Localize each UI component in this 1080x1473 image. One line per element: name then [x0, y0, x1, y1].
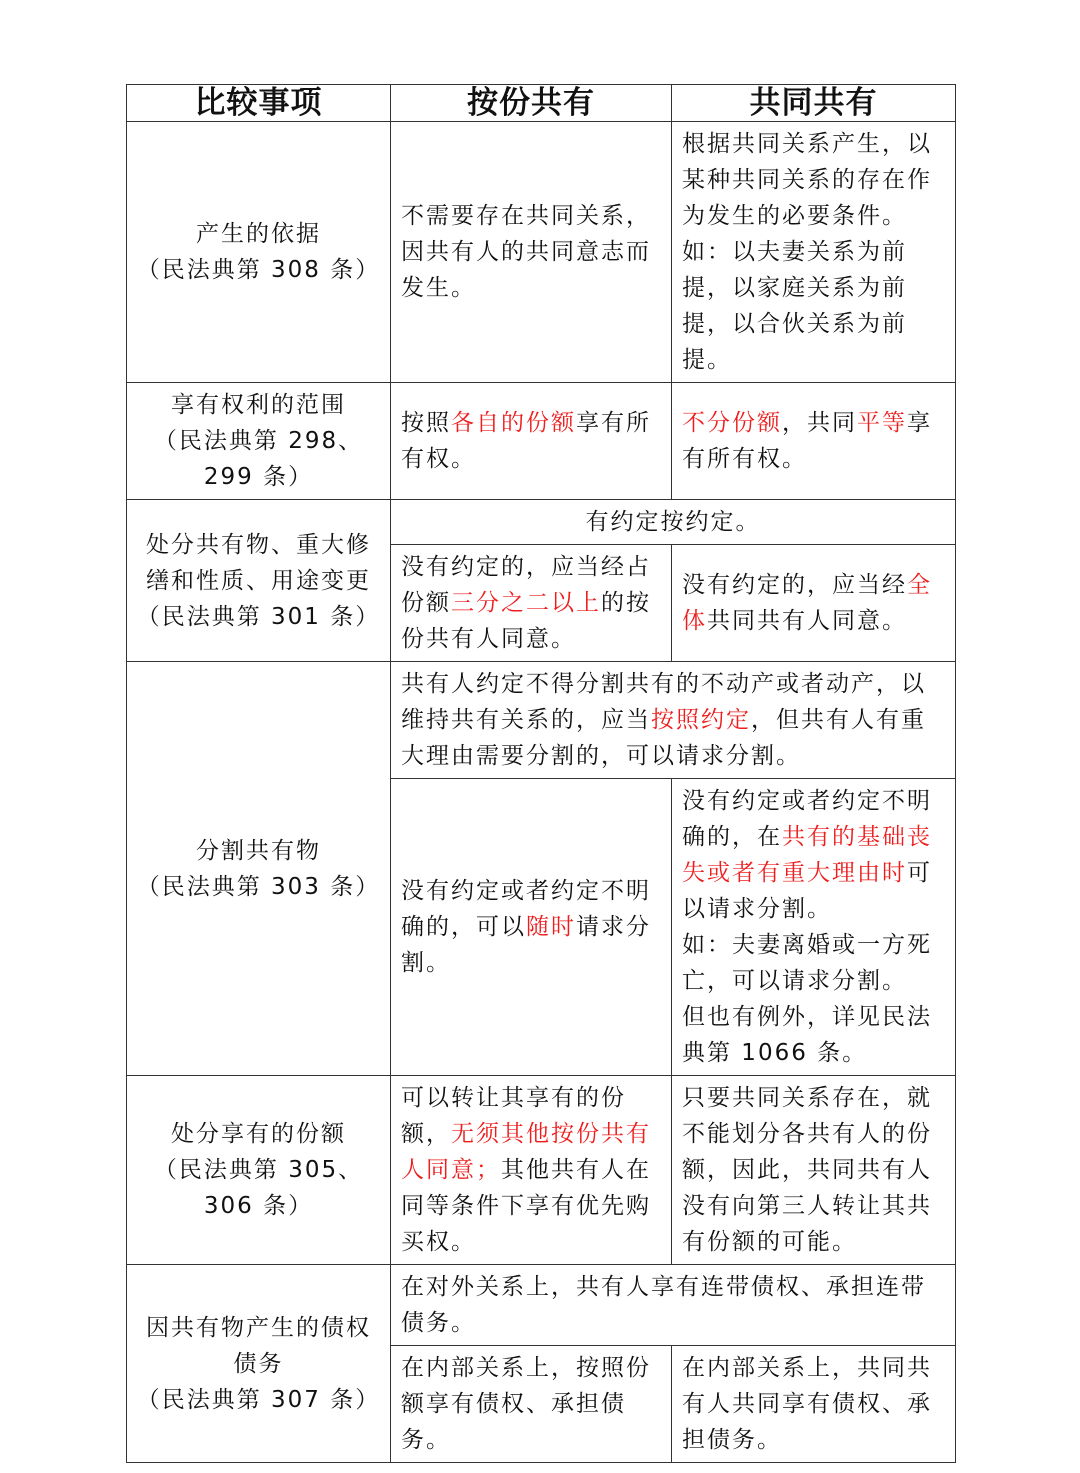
table-row-scope	[127, 383, 956, 500]
share-cell	[391, 545, 672, 662]
header-item: 比较事项	[127, 85, 391, 122]
highlight-text: 三分之二以上	[451, 590, 601, 616]
table-row-transfer	[127, 1076, 956, 1265]
row-label-text: 处分共有物、重大修缮和性质、用途变更	[146, 531, 371, 594]
row-label	[127, 500, 391, 662]
row-label-text: 享有权利的范围	[171, 392, 346, 418]
text-part: 的按份共有人同意。	[401, 590, 651, 652]
joint-exception: 但也有例外，详见民法典第 1066 条。	[682, 1004, 932, 1066]
highlight-text: 平等	[857, 410, 907, 436]
joint-cell	[672, 545, 956, 662]
highlight-text: 共有的基础丧失或者有重大理由时	[682, 824, 932, 886]
share-cell	[391, 1076, 672, 1265]
row-label-text: 分割共有物	[196, 837, 321, 864]
table-row-debt	[127, 1265, 956, 1346]
text-part: 可以转让其享有的份额，	[401, 1085, 626, 1147]
text-part: 没有约定的，应当经占份额	[401, 554, 651, 616]
header-share: 按份共有	[391, 85, 672, 122]
text-part: 可以请求分割。	[682, 860, 932, 922]
joint-cell: 在内部关系上，共同共有人共同享有债权、承担债务。	[672, 1346, 956, 1463]
row-label	[127, 1076, 391, 1265]
row-law-ref: （民法典第 301 条）	[136, 603, 381, 630]
joint-text: 根据共同关系产生，以某种共同关系的存在作为发生的必要条件。	[682, 131, 932, 229]
text-part: 共同共有人同意。	[707, 608, 907, 634]
share-cell: 在内部关系上，按照份额享有债权、承担债务。	[391, 1346, 672, 1463]
joint-text	[682, 783, 945, 927]
row-law-ref: （民法典第 307 条）	[136, 1386, 381, 1413]
share-cell	[391, 779, 672, 1076]
row-law-ref: （民法典第 303 条）	[136, 873, 381, 900]
share-cell: 不需要存在共同关系，因共有人的共同意志而发生。	[391, 122, 672, 383]
highlight-text: 各自的份额	[451, 410, 576, 436]
text-part: ，但共有人有重大理由需要分割的，可以请求分割。	[401, 707, 926, 769]
text-part: 请求分割。	[401, 914, 651, 976]
text-part: 按照	[401, 410, 451, 436]
highlight-text: 不分份额	[682, 410, 782, 436]
header-row	[127, 85, 956, 122]
row-label-text: 因共有物产生的债权债务	[146, 1314, 371, 1377]
text-part: 享有所有权。	[401, 410, 651, 472]
joint-cell	[672, 122, 956, 383]
row-label	[127, 383, 391, 500]
row-label	[127, 1265, 391, 1463]
row-law-ref: （民法典第 308 条）	[136, 257, 381, 283]
comparison-table	[126, 84, 956, 1463]
text-part: 享有所有权。	[682, 410, 932, 472]
table-row-dispose	[127, 500, 956, 545]
text-part: ，共同	[782, 410, 857, 436]
share-cell	[391, 383, 672, 500]
text-part: 没有约定或者约定不明确的，可以	[401, 878, 651, 940]
text-part: 其他共有人在同等条件下享有优先购买权。	[401, 1157, 651, 1255]
joint-cell	[672, 383, 956, 500]
row-label	[127, 662, 391, 1076]
highlight-text: 全体	[682, 572, 932, 634]
common-cell: 在对外关系上，共有人享有连带债权、承担连带债务。	[391, 1265, 956, 1346]
highlight-text: 无须其他按份共有人同意；	[401, 1121, 651, 1183]
row-label-text: 产生的依据	[196, 221, 321, 247]
row-label	[127, 122, 391, 383]
text-part: 没有约定或者约定不明确的，在	[682, 788, 932, 850]
joint-cell	[672, 779, 956, 1076]
common-cell: 有约定按约定。	[391, 500, 956, 545]
row-law-ref: （民法典第 298、299 条）	[153, 428, 364, 490]
joint-cell: 只要共同关系存在，就不能划分各共有人的份额，因此，共同共有人没有向第三人转让其共有份额的可能。	[672, 1076, 956, 1265]
row-law-ref: （民法典第 305、306 条）	[153, 1157, 364, 1219]
table-row-basis	[127, 122, 956, 383]
table-row-split	[127, 662, 956, 779]
header-joint: 共同共有	[672, 85, 956, 122]
joint-example: 如：以夫妻关系为前提，以家庭关系为前提，以合伙关系为前提。	[682, 239, 907, 373]
highlight-text: 按照约定	[651, 707, 751, 733]
text-part: 共有人约定不得分割共有的不动产或者动产，以维持共有关系的，应当	[401, 671, 926, 733]
common-cell	[391, 662, 956, 779]
text-part: 没有约定的，应当经	[682, 572, 907, 598]
highlight-text: 随时	[526, 914, 576, 940]
row-label-text: 处分享有的份额	[171, 1121, 346, 1147]
joint-example: 如：夫妻离婚或一方死亡，可以请求分割。	[682, 932, 932, 994]
